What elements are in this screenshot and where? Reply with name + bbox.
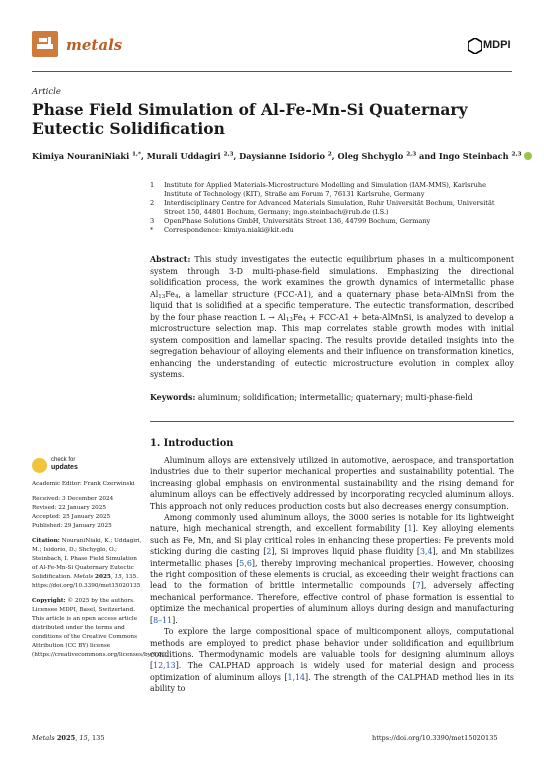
citation: Citation: NouraniNiaki, K.; Uddagiri, M.; Isidorio, D.; Shchyglo, O.; Steinbach, I. Phase Field Simulation of Al-Fe-Mn-Si Quaternary Eutectic Solidification. Metals 2025, 15, 135. https://doi.org/10.3390/met15020135	[32, 538, 142, 589]
check-updates-icon	[32, 458, 47, 473]
citation-link[interactable]: 8–11	[153, 615, 173, 625]
citation-link[interactable]: 7	[415, 581, 421, 591]
copyright: Copyright: © 2025 by the authors. Licensee MDPI, Basel, Switzerland. This article is an open access article distributed under the terms and conditions of the Creative Commons Attribution (CC BY) license (https://creativecommons.org/licenses/by/4.0/).	[32, 598, 168, 658]
abstract-label: Abstract:	[150, 255, 191, 264]
affiliation-item: 3 OpenPhase Solutions GmbH, Universitäts Street 136, 44799 Bochum, Germany	[150, 217, 431, 225]
citation-link[interactable]: 1	[407, 524, 413, 534]
citation-link[interactable]: 2	[266, 547, 272, 557]
citation-link[interactable]: 3,4	[419, 547, 433, 557]
paragraph: To explore the large compositional space of multicomponent alloys, computational methods are employed to predict phase behavior under solidification and equilibrium conditions. Thermodynamic models are valuable tools for designing aluminum alloys [12,13]. The CALPHAD approach is widely used for material design and process optimization of aluminum alloys [1,14]. The strength of the CALPHAD method lies in its ability to	[150, 627, 514, 694]
journal-name: metals	[66, 36, 123, 54]
abstract: Abstract: This study investigates the eutectic equilibrium phases in a multicomponent system through 3-D multi-phase-field simulations. Emphasizing the directional solidification process, the work examines the growth dynamics of intermetallic phase $Al_{13}Fe_4$, a lamellar structure (FCC-A1), and a quaternary phase beta-AlMnSi from the liquid that is solidified at a specific temperature. The eutectic transformation, described by the four phase reaction $L \to Al_{13}Fe_4 + FCC-A1$ + beta-AlMnSi, is analyzed to develop a microstructure selection map. This map correlates stable growth modes with initial system composition and lamellar spacing. The results provide detailed insights into the segregation behaviour of alloying elements and their influence on transformation kinetics, enhancing the understanding of eutectic microstructure evolution in complex alloy systems.	[150, 255, 514, 379]
header-divider	[32, 71, 512, 72]
check-for-updates-badge[interactable]: check for updates	[32, 457, 132, 475]
journal-logo-icon	[32, 31, 58, 57]
section-heading: 1. Introduction	[150, 438, 234, 449]
article-type: Article	[32, 87, 61, 97]
affiliation-item: 2 Interdisciplinary Centre for Advanced Materials Simulation, Ruhr Universität Bochum, Universität Street 150, 44801 Bochum, Germany; ingo.steinbach@rub.de (I.S.)	[150, 199, 495, 216]
keywords-label: Keywords:	[150, 393, 196, 402]
mdpi-hexagon-icon	[468, 38, 482, 54]
footer-doi-link[interactable]: https://doi.org/10.3390/met15020135	[372, 734, 498, 742]
correspondence: * Correspondence: kimiya.niaki@kit.edu	[150, 226, 294, 234]
keywords	[150, 392, 514, 403]
footer-journal-ref: Metals 2025, 15, 135	[32, 734, 105, 742]
citation-link[interactable]: 12,13	[153, 661, 176, 671]
citation-link[interactable]: 1,14	[287, 672, 306, 682]
academic-editor: Academic Editor: Frank Czerwinski	[32, 481, 135, 487]
affiliations	[150, 181, 514, 235]
author-list: Kimiya NouraniNiaki $^{1,*}$, Murali Uddagiri $^{2,3}$, Daysianne Isidorio $^2$, Oleg Shchyglo $^{2,3}$ and Ingo Steinbach $^{2,3}$	[32, 150, 512, 162]
publisher-name: MDPI	[483, 39, 511, 51]
introduction-body	[150, 455, 514, 695]
publication-dates: Received: 3 December 2024 Revised: 22 January 2025 Accepted: 25 January 2025 Published: 29 January 2025	[32, 496, 114, 529]
orcid-icon[interactable]	[524, 152, 532, 160]
affiliation-item: 1 Institute for Applied Materials-Microstructure Modelling and Simulation (IAM-MMS), Karlsruhe Institute of Technology (KIT), Straße am Forum 7, 76131 Karlsruhe, Germany	[150, 181, 487, 198]
paper-title: Phase Field Simulation of Al-Fe-Mn-Si Quaternary Eutectic Solidification	[32, 100, 468, 138]
publisher-logo	[468, 38, 512, 54]
section-divider	[150, 421, 514, 422]
keywords-text: aluminum; solidification; intermetallic; quaternary; multi-phase-field	[197, 393, 473, 402]
citation-link[interactable]: 5,6	[239, 558, 252, 568]
paragraph: Among commonly used aluminum alloys, the 3000 series is notable for its lightweight nature, high mechanical strength, and excellent formability [1]. Key alloying elements such as Fe, Mn, and Si play critical roles in enhancing these properties: Fe prevents mold sticking during die casting [2], Si improves liquid phase fluidity [3,4], and Mn stabilizes intermetallic phases [5,6], thereby improving mechanical properties. However, choosing the right composition of these elements is crucial, as exceeding their weight fractions can lead to the formation of brittle intermetallic compounds [7], adversely affecting mechanical performance. Therefore, effective control of phase formation is essential to optimize the mechanical properties of aluminum alloys during design and manufacturing [8–11].	[150, 513, 515, 625]
paragraph: Aluminum alloys are extensively utilized in automotive, aerospace, and transportation industries due to their superior mechanical properties and sustainability potential. The increasing global emphasis on environmental sustainability and the rising demand for aluminum alloys can be effectively addressed by incorporating recycled aluminum alloys. This approach not only reduces production costs but also decreases energy consumption.	[150, 456, 514, 511]
